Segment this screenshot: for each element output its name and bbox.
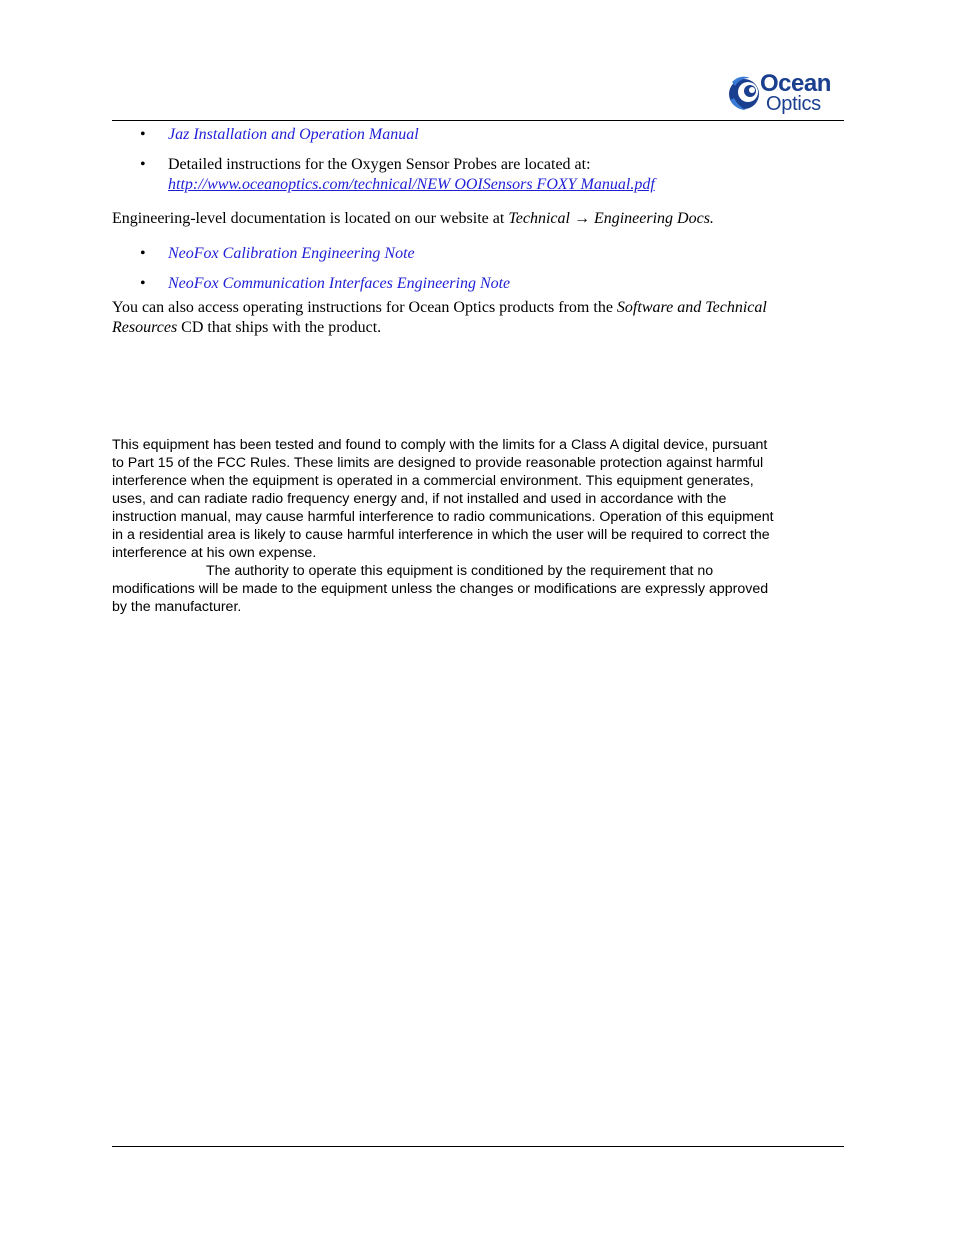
- logo-text-optics: Optics: [766, 93, 821, 115]
- fcc-line: uses, and can radiate radio frequency energy and, if not installed and used in accordance with the: [112, 491, 727, 507]
- arrow-icon: →: [569, 210, 594, 227]
- list-item: [140, 155, 840, 195]
- calibration-note-link[interactable]: NeoFox Calibration Engineering Note: [168, 245, 415, 262]
- fcc-line: interference at his own expense.: [112, 545, 317, 561]
- header-rule: [112, 120, 844, 121]
- cd-paragraph-line-1: You can also access operating instructions for Ocean Optics products from the Software and Technical: [112, 299, 767, 316]
- fcc-warning-line: by the manufacturer.: [112, 599, 242, 615]
- list-item: [140, 274, 840, 294]
- bullet-icon: •: [140, 245, 146, 262]
- fcc-line: to Part 15 of the FCC Rules. These limits are designed to provide reasonable protection against harmful: [112, 455, 764, 471]
- fcc-line: in a residential area is likely to cause harmful interference in which the user will be required to correct the: [112, 527, 770, 543]
- fcc-line: interference when the equipment is operated in a commercial environment. This equipment generates,: [112, 473, 754, 489]
- footer-rule: [112, 1146, 844, 1147]
- bullet-icon: •: [140, 275, 146, 292]
- cd-paragraph: [112, 298, 847, 338]
- cd-paragraph-line-2: Resources CD that ships with the product.: [112, 319, 382, 336]
- bullet-icon: •: [140, 126, 146, 143]
- list-item: [140, 125, 840, 145]
- list-item: [140, 244, 840, 264]
- foxy-manual-link[interactable]: http://www.oceanoptics.com/technical/NEW OOISensors FOXY Manual.pdf: [168, 176, 655, 193]
- engineering-prefix: Engineering-level documentation is located on our website at: [112, 210, 509, 227]
- communication-note-link[interactable]: NeoFox Communication Interfaces Engineering Note: [168, 275, 511, 292]
- fcc-line: This equipment has been tested and found to comply with the limits for a Class A digital device, pursuant: [112, 437, 768, 453]
- engineering-path-technical: Technical: [508, 210, 570, 227]
- engineering-path-docs: Engineering Docs.: [593, 210, 714, 227]
- logo-text-ocean: Ocean: [760, 70, 831, 97]
- fcc-statement: [112, 436, 847, 616]
- fcc-warning-line: modifications will be made to the equipment unless the changes or modifications are expressly approved: [112, 581, 769, 597]
- ocean-optics-logo: [726, 70, 844, 116]
- oxygen-probe-text: Detailed instructions for the Oxygen Sensor Probes are located at:: [168, 156, 591, 173]
- bullet-icon: •: [140, 156, 146, 173]
- fcc-warning-line: The authority to operate this equipment is conditioned by the requirement that no: [206, 563, 714, 579]
- wave-logo-icon: [726, 70, 762, 116]
- jaz-manual-link[interactable]: Jaz Installation and Operation Manual: [168, 126, 419, 143]
- engineering-docs-paragraph: [112, 209, 847, 229]
- fcc-line: instruction manual, may cause harmful interference to radio communications. Operation of this equipment: [112, 509, 774, 525]
